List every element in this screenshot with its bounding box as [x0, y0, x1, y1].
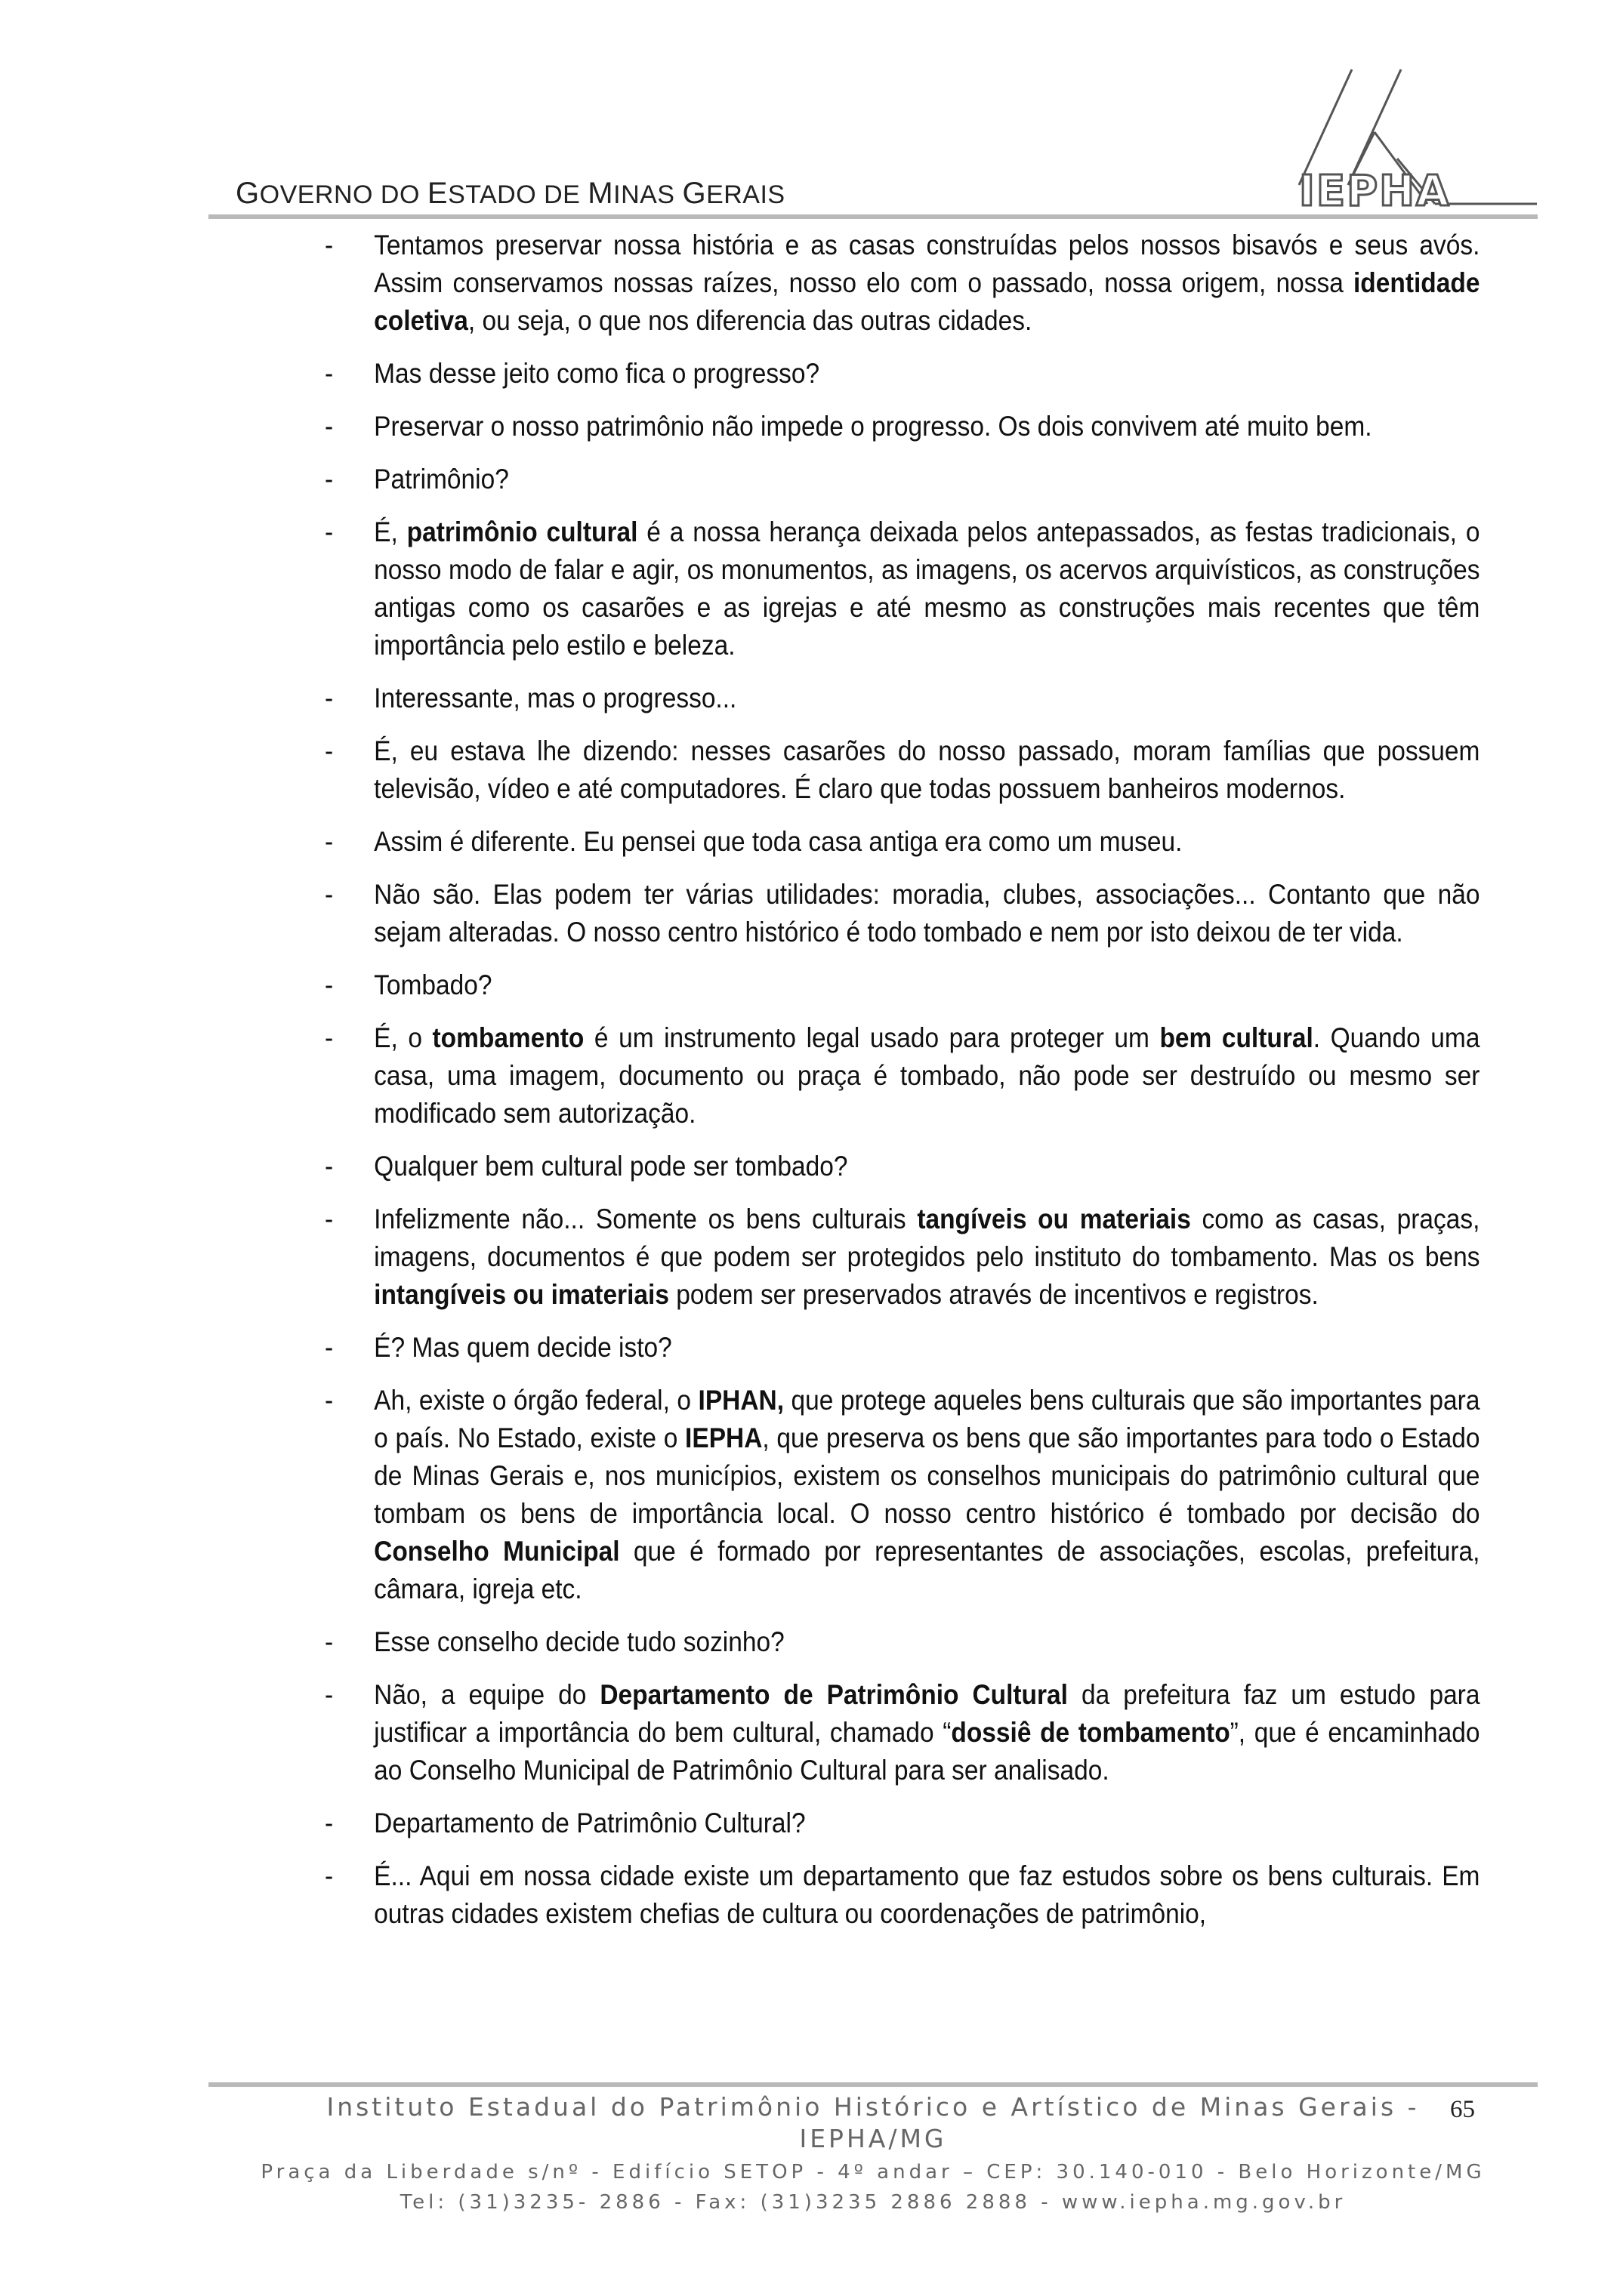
dialogue-line: [325, 732, 1480, 808]
dialogue-line: [325, 513, 1480, 664]
footer-contact: Tel: (31)3235- 2886 - Fax: (31)3235 2886 2888 - www.iepha.mg.gov.br: [400, 2191, 1347, 2214]
title-part: E: [427, 177, 449, 210]
text-segment: É, eu estava lhe dizendo: nesses casarões do nosso passado, moram famílias que possuem televisão, vídeo e até computadores. É claro que todas possuem banheiros modernos.: [374, 735, 1480, 804]
dialogue-line: [325, 355, 1480, 393]
bold-term: dossiê de tombamento: [951, 1717, 1230, 1748]
footer-institute-acronym: IEPHA/MG: [799, 2124, 947, 2153]
text-segment: Preservar o nosso patrimônio não impede o progresso. Os dois convivem até muito bem.: [374, 411, 1372, 442]
dialogue-line: [325, 461, 1480, 498]
text-segment: Esse conselho decide tudo sozinho?: [374, 1626, 785, 1657]
dash-bullet: -: [325, 683, 334, 713]
dialogue-line: [325, 680, 1480, 717]
title-part: ERAIS: [706, 180, 785, 209]
title-part: M: [588, 177, 614, 210]
dialogue-line: [325, 1329, 1480, 1367]
page-number: 65: [1450, 2096, 1475, 2123]
dash-bullet: -: [325, 516, 334, 547]
text-segment: Não são. Elas podem ter várias utilidades: moradia, clubes, associações... Contanto que não sejam alteradas. O nosso centro histórico é todo tombado e nem por isto deixou de ter vida.: [374, 879, 1480, 948]
text-segment: , que preserva os bens que são importantes para todo o Estado de Minas Gerais e, nos municípios, existem os conselhos municipais do patrimônio cultural que tombam os bens de importância local. O nosso centro histórico é tombado por decisão do: [374, 1422, 1480, 1529]
dialogue-line: [325, 1676, 1480, 1789]
dash-bullet: -: [325, 1860, 334, 1891]
title-part: G: [236, 177, 260, 210]
bold-term: Departamento de Patrimônio Cultural: [600, 1679, 1068, 1710]
title-part: STADO DE: [448, 180, 588, 209]
dash-bullet: -: [325, 411, 334, 442]
page-header: [0, 0, 1623, 227]
dialogue-line: [325, 1804, 1480, 1842]
dash-bullet: -: [325, 826, 334, 857]
dialogue-line: [325, 408, 1480, 445]
bold-term: Conselho Municipal: [374, 1536, 620, 1567]
dialogue-line: [325, 1382, 1480, 1608]
dash-bullet: -: [325, 1332, 334, 1363]
text-segment: É, o: [374, 1022, 433, 1053]
text-segment: que é formado por representantes de associações, escolas, prefeitura, câmara, igreja etc.: [374, 1536, 1480, 1604]
dash-bullet: -: [325, 358, 334, 389]
dialogue-line: [325, 1857, 1480, 1933]
text-segment: Mas desse jeito como fica o progresso?: [374, 358, 820, 389]
footer-address: Praça da Liberdade s/nº - Edifício SETOP - 4º andar – CEP: 30.140-010 - Belo Horizonte/MG: [261, 2161, 1486, 2184]
text-segment: é a nossa herança deixada pelos antepassados, as festas tradicionais, o nosso modo de falar e agir, os monumentos, as imagens, os acervos arquivísticos, as construções antigas como os casarões e as igrejas e até mesmo as construções mais recentes que têm importância pelo estilo e beleza.: [374, 516, 1480, 661]
text-segment: Não, a equipe do: [374, 1679, 600, 1710]
text-segment: . Quando uma casa, uma imagem, documento ou praça é tombado, não pode ser destruído ou mesmo ser modificado sem autorização.: [374, 1022, 1480, 1129]
bold-term: identidade coletiva: [374, 267, 1480, 336]
dash-bullet: -: [325, 1626, 334, 1657]
text-segment: , ou seja, o que nos diferencia das outras cidades.: [467, 305, 1032, 336]
text-segment: Ah, existe o órgão federal, o: [374, 1385, 699, 1416]
dash-bullet: -: [325, 1203, 334, 1234]
bold-term: intangíveis ou imateriais: [374, 1279, 669, 1310]
text-segment: ”, que é encaminhado ao Conselho Municipal de Patrimônio Cultural para ser analisado.: [374, 1717, 1480, 1786]
iepha-logo: [1284, 60, 1541, 211]
dash-bullet: -: [325, 1022, 334, 1053]
text-segment: Assim é diferente. Eu pensei que toda casa antiga era como um museu.: [374, 826, 1183, 857]
text-segment: como as casas, praças, imagens, documentos é que podem ser protegidos pelo instituto do tombamento. Mas os bens: [374, 1203, 1480, 1272]
page-footer: [208, 2091, 1538, 2215]
dash-bullet: -: [325, 969, 334, 1000]
text-segment: É... Aqui em nossa cidade existe um departamento que faz estudos sobre os bens culturais. Em outras cidades existem chefias de cultura ou coordenações de patrimônio,: [374, 1860, 1480, 1929]
dash-bullet: -: [325, 1808, 334, 1838]
text-segment: É,: [374, 516, 407, 547]
dialogue-line: [325, 1148, 1480, 1185]
iepha-logo-text: IEPHA: [1299, 167, 1451, 211]
dialogue-body: [325, 227, 1480, 1948]
text-segment: Interessante, mas o progresso...: [374, 683, 737, 713]
title-part: G: [682, 177, 707, 210]
footer-institute: Instituto Estadual do Patrimônio Histórico e Artístico de Minas Gerais -: [326, 2092, 1420, 2122]
text-segment: da prefeitura faz um estudo para justificar a importância do bem cultural, chamado “: [374, 1679, 1480, 1748]
bold-term: bem cultural: [1159, 1022, 1313, 1053]
dialogue-line: [325, 1623, 1480, 1661]
bold-term: tombamento: [432, 1022, 585, 1053]
bold-term: IPHAN,: [698, 1385, 785, 1416]
dialogue-line: [325, 823, 1480, 861]
dash-bullet: -: [325, 1151, 334, 1182]
text-segment: Infelizmente não... Somente os bens culturais: [374, 1203, 918, 1234]
dash-bullet: -: [325, 230, 334, 260]
title-part: INAS: [613, 180, 683, 209]
text-segment: Patrimônio?: [374, 464, 509, 495]
dialogue-line: [325, 876, 1480, 951]
dash-bullet: -: [325, 1385, 334, 1416]
text-segment: que protege aqueles bens culturais que são importantes para o país. No Estado, existe o: [374, 1385, 1480, 1453]
dialogue-line: [325, 1019, 1480, 1133]
title-part: OVERNO DO: [259, 180, 427, 209]
government-title: [236, 177, 785, 211]
dash-bullet: -: [325, 1679, 334, 1710]
text-segment: podem ser preservados através de incentivos e registros.: [668, 1279, 1319, 1310]
dialogue-line: [325, 227, 1480, 340]
text-segment: É? Mas quem decide isto?: [374, 1332, 672, 1363]
text-segment: é um instrumento legal usado para proteger um: [584, 1022, 1160, 1053]
footer-rule: [208, 2082, 1538, 2087]
text-segment: Tentamos preservar nossa história e as casas construídas pelos nossos bisavós e seus avós. Assim conservamos nossas raízes, nosso elo com o passado, nossa origem, nossa: [374, 230, 1480, 298]
header-rule: [208, 214, 1538, 219]
dash-bullet: -: [325, 735, 334, 766]
text-segment: Qualquer bem cultural pode ser tombado?: [374, 1151, 848, 1182]
bold-term: IEPHA: [685, 1422, 763, 1453]
dialogue-line: [325, 1200, 1480, 1314]
bold-term: tangíveis ou materiais: [917, 1203, 1191, 1234]
dash-bullet: -: [325, 879, 334, 910]
dash-bullet: -: [325, 464, 334, 495]
bold-term: patrimônio cultural: [406, 516, 638, 547]
text-segment: Tombado?: [374, 969, 492, 1000]
text-segment: Departamento de Patrimônio Cultural?: [374, 1808, 806, 1838]
dialogue-line: [325, 966, 1480, 1004]
